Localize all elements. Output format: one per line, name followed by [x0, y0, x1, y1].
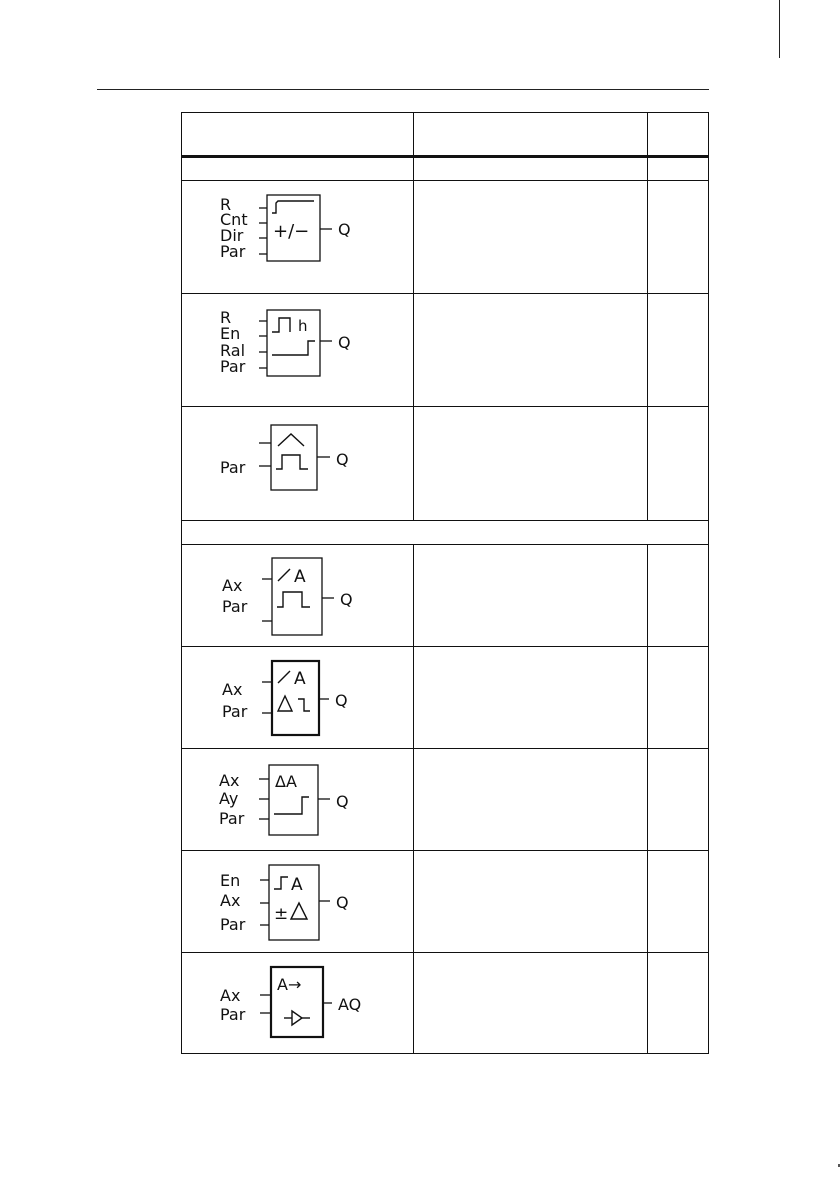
input-label: Ax — [220, 891, 241, 910]
analog-differential-trigger-symbol — [182, 647, 413, 748]
input-label: Par — [222, 597, 248, 616]
input-label: Par — [220, 1005, 246, 1024]
input-label: R — [220, 308, 232, 327]
output-label: AQ — [338, 995, 362, 1014]
symbol-text: ΔA — [275, 772, 297, 791]
input-label: Ral — [220, 341, 246, 360]
analog-comparator-symbol — [182, 749, 413, 850]
symbol-text: A — [294, 669, 306, 689]
input-label: Dir — [220, 226, 244, 245]
output-label: Q — [336, 792, 349, 811]
header-separator — [181, 155, 709, 158]
output-label: Q — [340, 590, 353, 609]
analog-threshold-trigger-symbol — [182, 545, 413, 646]
input-label: R — [220, 195, 232, 214]
input-label: Par — [220, 357, 246, 376]
plus-minus-symbol: ± — [274, 904, 289, 924]
input-label: Par — [220, 458, 246, 477]
crop-mark — [779, 0, 780, 58]
symbol-text: A→ — [277, 975, 302, 994]
input-label: Ax — [222, 576, 243, 595]
input-label: Par — [220, 915, 246, 934]
function-block-box — [271, 425, 317, 490]
column-divider-2 — [647, 112, 648, 520]
function-block-box — [267, 310, 320, 376]
input-label: Ax — [219, 771, 240, 790]
symbol-text: +/− — [273, 221, 310, 242]
column-divider-2-lower — [647, 544, 648, 1054]
output-label: Q — [335, 691, 348, 710]
up-down-counter-symbol — [182, 181, 413, 293]
column-divider-1-lower — [413, 544, 414, 1054]
output-label: Q — [338, 220, 351, 239]
symbol-text: A — [291, 875, 303, 895]
output-label: Q — [338, 333, 351, 352]
header-rule — [97, 89, 709, 90]
symbol-text: A — [294, 567, 306, 587]
input-label: En — [220, 324, 241, 343]
frequency-trigger-symbol — [182, 407, 413, 520]
input-label: Cnt — [220, 210, 248, 229]
input-label: Ay — [219, 789, 239, 808]
column-divider-1 — [413, 112, 414, 520]
output-label: Q — [336, 450, 349, 469]
analog-value-monitoring-symbol — [182, 851, 413, 952]
analog-amplifier-symbol — [182, 953, 413, 1054]
row-line — [181, 520, 709, 521]
input-label: Ax — [220, 986, 241, 1005]
symbol-text: h — [298, 317, 308, 335]
operating-hours-counter-symbol — [182, 294, 413, 406]
input-label: Par — [220, 242, 246, 261]
input-label: Par — [219, 809, 245, 828]
input-label: En — [220, 871, 241, 890]
input-label: Ax — [222, 680, 243, 699]
output-label: Q — [336, 893, 349, 912]
input-label: Par — [222, 702, 248, 721]
